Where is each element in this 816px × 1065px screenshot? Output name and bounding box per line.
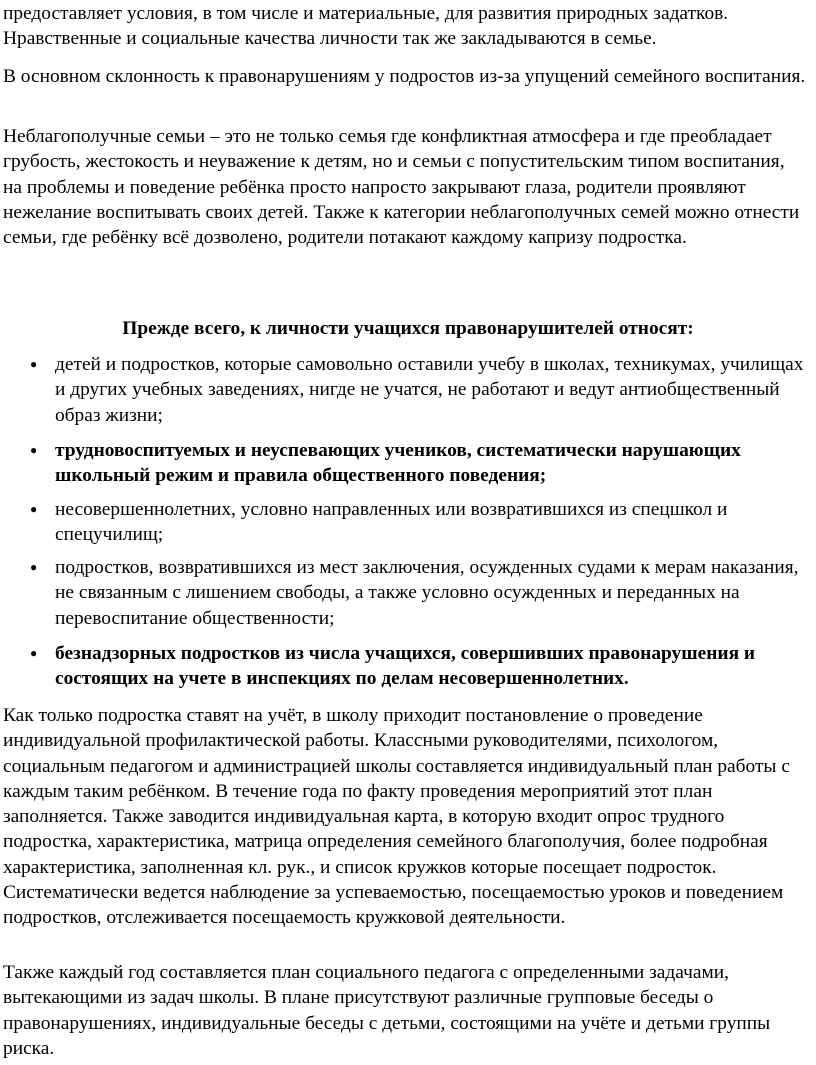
list-item-text: детей и подростков, которые самовольно оставили учебу в школах, техникумах, училищах и других учебных заведениях, нигде не учатся, не работают и ведут антиобщественный образ жизни; [55, 354, 804, 426]
bullet-icon: ● [30, 502, 38, 516]
list-item-text: трудновоспитуемых и неуспевающих учеников, систематически нарушающих школьный режим и правила общественного поведения; [55, 440, 741, 487]
paragraph-annual-plan: Также каждый год составляется план социального педагога с определенными задачами, вытекающими из задач школы. В плане присутствуют различные групповые беседы о правонарушениях, индивидуальные беседы с детьми, состоящими на учёте и детьми группы риска. [3, 962, 771, 1059]
section-heading: Прежде всего, к личности учащихся правонарушителей относят: [122, 318, 694, 339]
bullet-icon: ● [30, 443, 38, 457]
list-item-text: безнадзорных подростков из числа учащихся, совершивших правонарушения и состоящих на учете в инспекциях по делам несовершеннолетних. [55, 643, 756, 690]
list-item-text: подростков, возвратившихся из мест заключения, осужденных судами к мерам наказания, не связанным с лишением свободы, а также условно осужденных и переданных на перевоспитание общественности; [55, 557, 799, 629]
bullet-icon: ● [30, 646, 38, 660]
bullet-icon: ● [30, 357, 38, 371]
paragraph-upbringing: В основном склонность к правонарушениям у подростов из-за упущений семейного воспитания. [3, 66, 806, 87]
paragraph-registration: Как только подростка ставят на учёт, в школу приходит постановление о проведение индивидуальной профилактической работы. Классными руководителями, психологом, социальным педагогом и администрацией школы составляется индивидуальный план работы с каждым таким ребёнком. В течение года по факту проведения мероприятий этот план заполняется. Также заводится индивидуальная карта, в которую входит опрос трудного подростка, характеристика, матрица определения семейного благополучия, более подробная характеристика, заполненная кл. рук., и список кружков которые посещает подросток. Систематически ведется наблюдение за успеваемостью, посещаемостью уроков и поведением подростков, отслеживается посещаемость кружковой деятельности. [3, 705, 790, 929]
paragraph-dysfunctional-families: Неблагополучные семьи – это не только семья где конфликтная атмосфера и где преобладает грубость, жестокость и неуважение к детям, но и семьи с попустительским типом воспитания, на проблемы и поведение ребёнка просто напросто закрывают глаза, родители проявляют нежелание воспитывать своих детей. Также к категории неблагополучных семей можно отнести семьи, где ребёнку всё дозволено, родители потакают каждому капризу подростка. [3, 126, 800, 249]
paragraph-intro: предоставляет условия, в том числе и материальные, для развития природных задатков. Нравственные и социальные качества личности так же закладываются в семье. [3, 3, 729, 50]
bullet-icon: ● [30, 560, 38, 574]
list-item-text: несовершеннолетних, условно направленных или возвратившихся из спецшкол и спецучилищ; [55, 499, 728, 546]
